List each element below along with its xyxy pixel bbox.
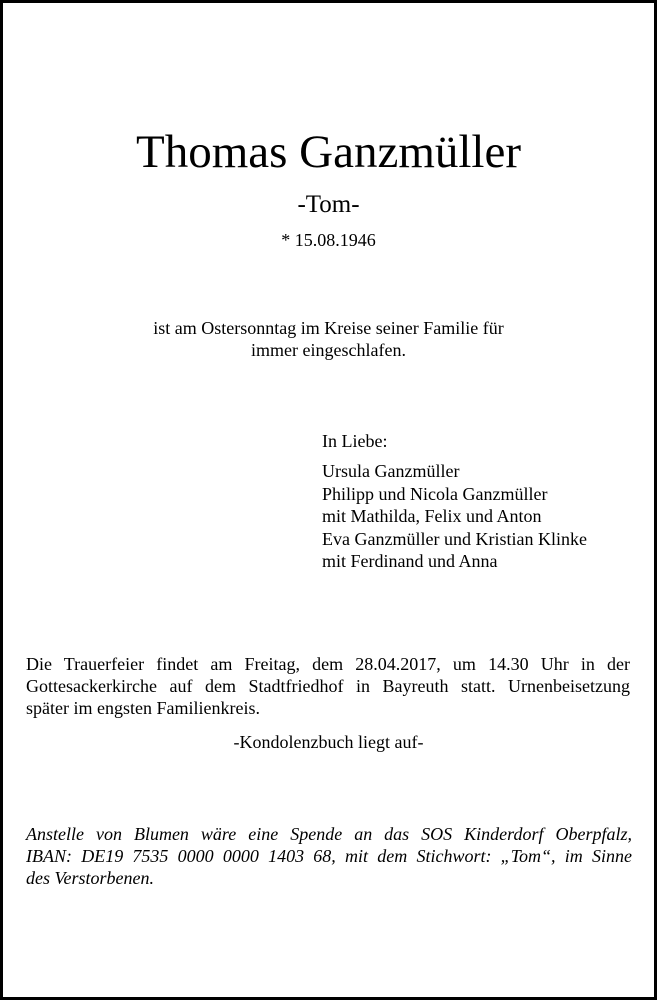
condolence-book-note: -Kondolenzbuch liegt auf- <box>233 732 424 752</box>
mourner-line: mit Mathilda, Felix und Anton <box>322 506 542 526</box>
funeral-info-line: später im engsten Familienkreis. <box>26 698 260 718</box>
donation-request <box>26 823 632 889</box>
mourner-line: Ursula Ganzmüller <box>322 461 460 481</box>
announcement-line: immer eingeschlafen. <box>251 340 406 360</box>
funeral-info <box>26 653 630 719</box>
announcement-line: ist am Ostersonntag im Kreise seiner Familie für <box>153 318 504 338</box>
nickname: -Tom- <box>297 191 360 218</box>
mourner-line: mit Ferdinand und Anna <box>322 551 498 571</box>
mourners-list <box>322 460 587 573</box>
mourner-line: Philipp und Nicola Ganzmüller <box>322 483 548 504</box>
mourner-line: Eva Ganzmüller und Kristian Klinke <box>322 528 587 549</box>
funeral-info-line: Gottesackerkirche auf dem Stadtfriedhof in Bayreuth statt. Urnenbeisetzung <box>26 676 630 696</box>
deceased-name: Thomas Ganzmüller <box>135 126 522 178</box>
birth-date: * 15.08.1946 <box>281 230 376 250</box>
donation-line: des Verstorbenen. <box>26 868 154 888</box>
funeral-info-line: Die Trauerfeier findet am Freitag, dem 28.04.2017, um 14.30 Uhr in der <box>26 654 630 674</box>
death-announcement <box>100 317 557 361</box>
in-love-label: In Liebe: <box>322 431 388 451</box>
donation-line: Anstelle von Blumen wäre eine Spende an das SOS Kinderdorf Oberpfalz, <box>26 824 632 844</box>
donation-line: IBAN: DE19 7535 0000 0000 1403 68, mit dem Stichwort: „Tom“, im Sinne <box>26 846 632 866</box>
